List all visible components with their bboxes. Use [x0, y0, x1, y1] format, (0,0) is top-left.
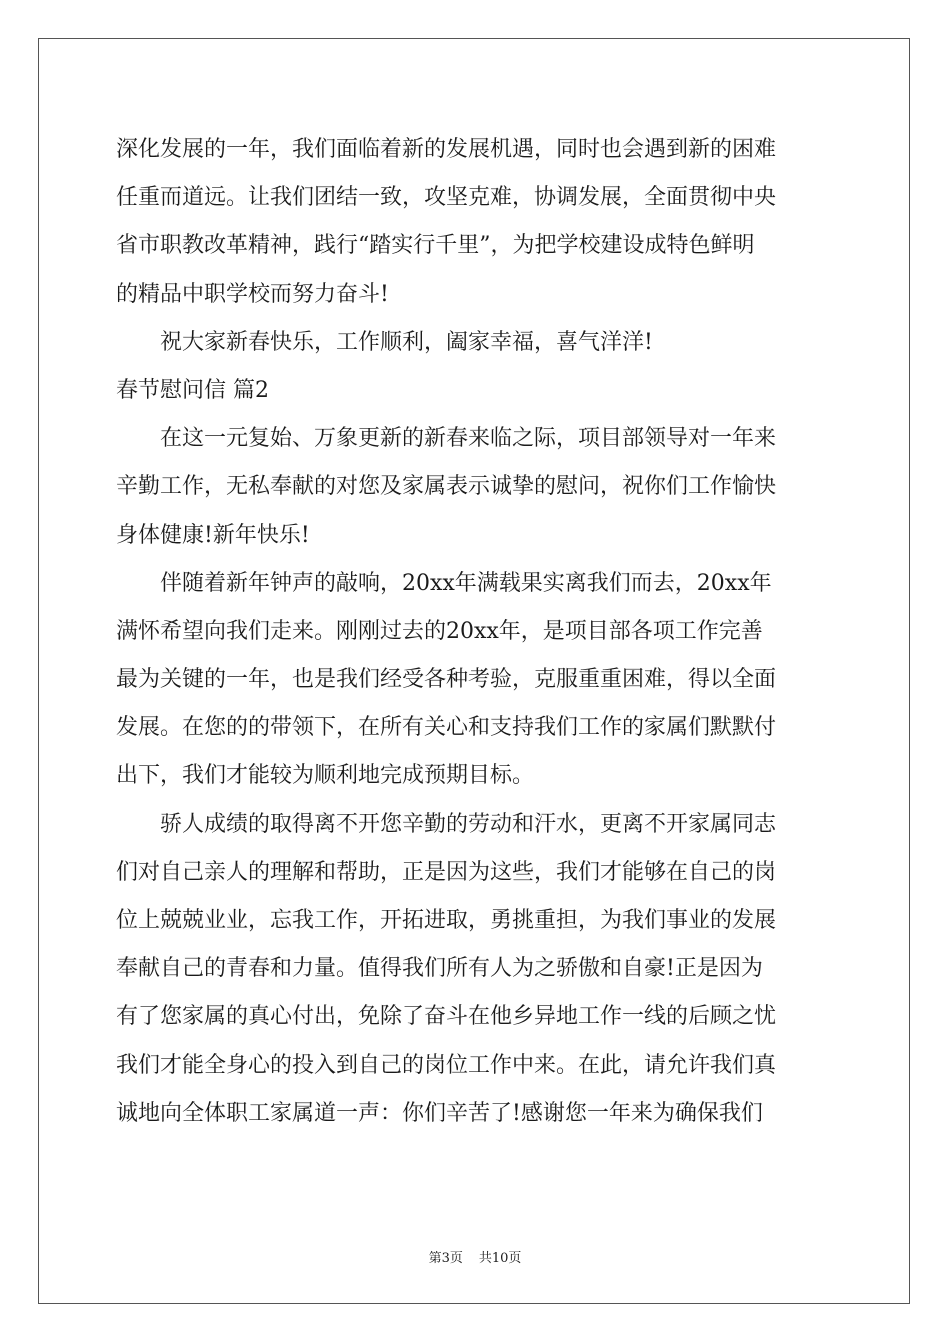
text-line: 我们才能全身心的投入到自己的岗位工作中来。在此，请允许我们真 — [116, 1052, 777, 1078]
text-line: 们对自己亲人的理解和帮助，正是因为这些，我们才能够在自己的岗 — [116, 859, 777, 885]
page-footer — [0, 1247, 950, 1266]
text-line: 位上兢兢业业，忘我工作，开拓进取，勇挑重担，为我们事业的发展 — [116, 908, 777, 933]
text-line: 省市职教改革精神，践行“踏实行千里”，为把学校建设成特色鲜明 — [116, 233, 755, 259]
text-line: 深化发展的一年，我们面临着新的发展机遇，同时也会遇到新的困难 — [116, 137, 777, 162]
text-line: 有了您家属的真心付出，免除了奋斗在他乡异地工作一线的后顾之忧 — [116, 1004, 777, 1030]
text-line: 诚地向全体职工家属道一声：你们辛苦了!感谢您一年来为确保我们 — [116, 1100, 763, 1126]
text-line: 骄人成绩的取得离不开您辛勤的劳动和汗水，更离不开家属同志 — [160, 811, 777, 837]
text-line: 发展。在您的的带领下，在所有关心和支持我们工作的家属们默默付 — [116, 715, 777, 741]
document-body — [116, 126, 836, 1138]
text-line: 奉献自己的青春和力量。值得我们所有人为之骄傲和自豪!正是因为 — [116, 956, 763, 982]
text-line: 满怀希望向我们走来。刚刚过去的20xx年，是项目部各项工作完善 — [116, 618, 763, 644]
text-line: 任重而道远。让我们团结一致，攻坚克难，协调发展，全面贯彻中央 — [116, 185, 777, 211]
text-line: 辛勤工作，无私奉献的对您及家属表示诚挚的慰问，祝你们工作愉快 — [116, 474, 777, 500]
text-line: 祝大家新春快乐，工作顺利，阖家幸福，喜气洋洋! — [160, 329, 653, 355]
text-line: 最为关键的一年，也是我们经受各种考验，克服重重困难，得以全面 — [116, 667, 777, 693]
current-page-number: 第3页 — [428, 1251, 463, 1266]
text-line: 伴随着新年钟声的敲响，20xx年满载果实离我们而去，20xx年 — [160, 570, 772, 596]
text-line: 出下，我们才能较为顺利地完成预期目标。 — [116, 763, 535, 789]
text-line: 的精品中职学校而努力奋斗! — [116, 281, 389, 307]
text-line: 在这一元复始、万象更新的新春来临之际，项目部领导对一年来 — [160, 426, 777, 452]
total-page-count: 共10页 — [478, 1251, 522, 1266]
section-heading: 春节慰问信 篇2 — [116, 377, 269, 403]
text-line: 身体健康!新年快乐! — [116, 522, 310, 548]
